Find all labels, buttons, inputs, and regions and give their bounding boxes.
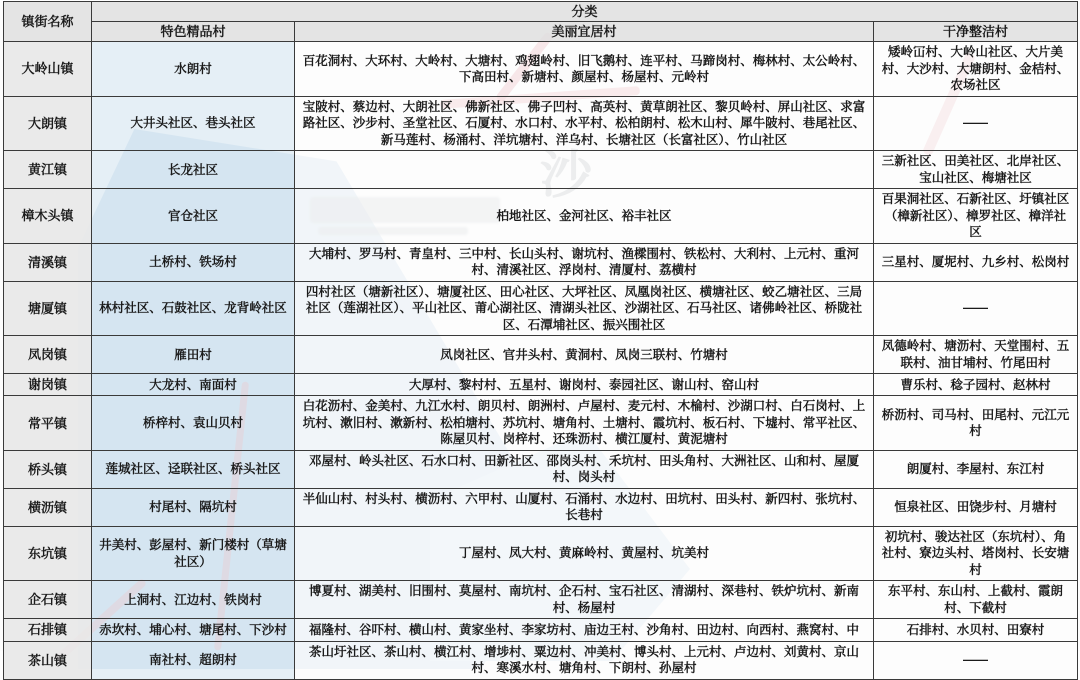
boutique-villages-cell: 莲城社区、迳联社区、桥头社区 [92,450,295,488]
village-classification-table [3,1,1078,680]
table-row [4,641,1078,679]
clean-villages-cell: 桥沥村、司马村、田尾村、元江元村 [874,396,1078,451]
clean-villages-cell: —— [874,281,1078,336]
table-row [4,374,1078,396]
clean-villages-cell: 三新社区、田美社区、北岸社区、宝山社区、梅塘社区 [874,151,1078,189]
boutique-villages-cell: 桥梓村、袁山贝村 [92,396,295,451]
town-name-cell: 桥头镇 [4,450,92,488]
clean-villages-cell: 三星村、厦坭村、九乡村、松岗村 [874,243,1078,281]
table-row [4,96,1078,151]
boutique-villages-cell: 上洞村、江边村、铁岗村 [92,581,295,619]
livable-villages-cell: 凤岗社区、官井头村、黄洞村、凤岗三联村、竹塘村 [295,336,874,374]
livable-villages-cell: 福隆村、谷吓村、横山村、黄家坐村、李家坊村、庙边王村、沙角村、田边村、向西村、燕窝村、中 [295,619,874,641]
livable-villages-cell: 百花洞村、大环村、大岭村、大塘村、鸡翅岭村、旧飞鹅村、连平村、马蹄岗村、梅林村、太公岭村、下高田村、新塘村、颜屋村、杨屋村、元岭村 [295,42,874,97]
boutique-villages-cell: 大龙村、南面村 [92,374,295,396]
livable-villages-cell: 大厚村、黎村村、五星村、谢岗村、泰园社区、谢山村、窑山村 [295,374,874,396]
livable-villages-cell: 丁屋村、凤大村、黄麻岭村、黄屋村、坑美村 [295,526,874,581]
town-name-cell: 樟木头镇 [4,189,92,244]
clean-villages-cell: —— [874,641,1078,679]
header-clean-village: 干净整洁村 [874,22,1078,42]
town-name-cell: 茶山镇 [4,641,92,679]
livable-villages-cell: 邓屋村、岭头社区、石水口村、田新社区、邵岗头村、禾坑村、田头角村、大洲社区、山和村、屋厦村、岗头村 [295,450,874,488]
livable-villages-cell: 四村社区（塘新社区）、塘厦社区、田心社区、大坪社区、凤凰岗社区、横塘社区、蛟乙塘社区、三局社区（莲湖社区）、平山社区、莆心湖社区、清湖头社区、沙湖社区、石马社区、诸佛岭社区、桥陇社区、石潭埔社区、振兴围社区 [295,281,874,336]
town-name-cell: 常平镇 [4,396,92,451]
table-row [4,450,1078,488]
clean-villages-cell: 恒泉社区、田饶步村、月塘村 [874,488,1078,526]
table-row [4,281,1078,336]
town-name-cell: 东坑镇 [4,526,92,581]
clean-villages-cell: 初坑村、骏达社区（东坑村）、角社村、寮边头村、塔岗村、长安塘村 [874,526,1078,581]
table-row [4,526,1078,581]
table-row [4,619,1078,641]
header-classification-group: 分类 [92,2,1078,22]
town-name-cell: 企石镇 [4,581,92,619]
table-row [4,189,1078,244]
livable-villages-cell: 柏地社区、金河社区、裕丰社区 [295,189,874,244]
boutique-villages-cell: 土桥村、铁场村 [92,243,295,281]
boutique-villages-cell: 大井头社区、巷头社区 [92,96,295,151]
livable-villages-cell: 博夏村、湖美村、旧围村、莫屋村、南坑村、企石村、宝石社区、清湖村、深巷村、铁炉坑村、新南村、杨屋村 [295,581,874,619]
boutique-villages-cell: 雁田村 [92,336,295,374]
table-row [4,488,1078,526]
boutique-villages-cell: 水朗村 [92,42,295,97]
boutique-villages-cell: 村尾村、隔坑村 [92,488,295,526]
boutique-villages-cell: 长龙社区 [92,151,295,189]
header-town-name: 镇街名称 [4,2,92,42]
town-name-cell: 谢岗镇 [4,374,92,396]
clean-villages-cell: 石排村、水贝村、田寮村 [874,619,1078,641]
boutique-villages-cell: 林村社区、石鼓社区、龙背岭社区 [92,281,295,336]
boutique-villages-cell: 井美村、彭屋村、新门楼村（草塘社区） [92,526,295,581]
table-row [4,396,1078,451]
livable-villages-cell: 宝陂村、蔡边村、大朗社区、佛新社区、佛子凹村、高英村、黄草朗社区、黎贝岭村、屏山社区、求富路社区、沙步村、圣堂社区、石厦村、水口村、水平村、松柏朗村、松木山村、犀牛陂村、巷尾社区、新马莲村、杨涌村、洋坑塘村、洋乌村、长塘社区（长富社区）、竹山社区 [295,96,874,151]
livable-villages-cell [295,151,874,189]
header-livable-village: 美丽宜居村 [295,22,874,42]
town-name-cell: 石排镇 [4,619,92,641]
town-name-cell: 黄江镇 [4,151,92,189]
table-row [4,336,1078,374]
village-classification-table-page [0,1,1080,676]
table-body [4,42,1078,679]
livable-villages-cell: 茶山圩社区、茶山村、横江村、增埗村、粟边村、冲美村、博头村、上元村、卢边村、刘黄村、京山村、寒溪水村、塘角村、下朗村、孙屋村 [295,641,874,679]
boutique-villages-cell: 赤坎村、埔心村、塘尾村、下沙村 [92,619,295,641]
table-row [4,42,1078,97]
clean-villages-cell: 百果洞社区、石新社区、圩镇社区（樟新社区）、樟罗社区、樟洋社区 [874,189,1078,244]
clean-villages-cell: 凤德岭村、塘沥村、天堂围村、五联村、油甘埔村、竹尾田村 [874,336,1078,374]
table-row [4,243,1078,281]
clean-villages-cell: 曹乐村、稔子园村、赵林村 [874,374,1078,396]
table-row [4,151,1078,189]
town-name-cell: 塘厦镇 [4,281,92,336]
livable-villages-cell: 半仙山村、村头村、横沥村、六甲村、山厦村、石涌村、水边村、田坑村、田头村、新四村、张坑村、长巷村 [295,488,874,526]
table-row [4,581,1078,619]
clean-villages-cell: 矮岭冚村、大岭山社区、大片美村、大沙村、大塘朗村、金桔村、农场社区 [874,42,1078,97]
header-boutique-village: 特色精品村 [92,22,295,42]
boutique-villages-cell: 官仓社区 [92,189,295,244]
livable-villages-cell: 大埔村、罗马村、青皇村、三中村、长山头村、谢坑村、渔樑围村、铁松村、大利村、上元村、重河村、清溪社区、浮岗村、清厦村、荔横村 [295,243,874,281]
clean-villages-cell: 东平村、东山村、上截村、霞朗村、下截村 [874,581,1078,619]
table-header [4,2,1078,42]
boutique-villages-cell: 南社村、超朗村 [92,641,295,679]
clean-villages-cell: 朗厦村、李屋村、东江村 [874,450,1078,488]
town-name-cell: 横沥镇 [4,488,92,526]
livable-villages-cell: 白花沥村、金美村、九江水村、朗贝村、朗洲村、卢屋村、麦元村、木棆村、沙湖口村、白石岗村、上坑村、漱旧村、漱新村、松柏塘村、苏坑村、塘角村、土塘村、霞坑村、板石村、下墟村、常平社区、陈屋贝村、岗梓村、还珠沥村、横江厦村、黄泥塘村 [295,396,874,451]
town-name-cell: 大朗镇 [4,96,92,151]
town-name-cell: 凤岗镇 [4,336,92,374]
town-name-cell: 大岭山镇 [4,42,92,97]
town-name-cell: 清溪镇 [4,243,92,281]
clean-villages-cell: —— [874,96,1078,151]
